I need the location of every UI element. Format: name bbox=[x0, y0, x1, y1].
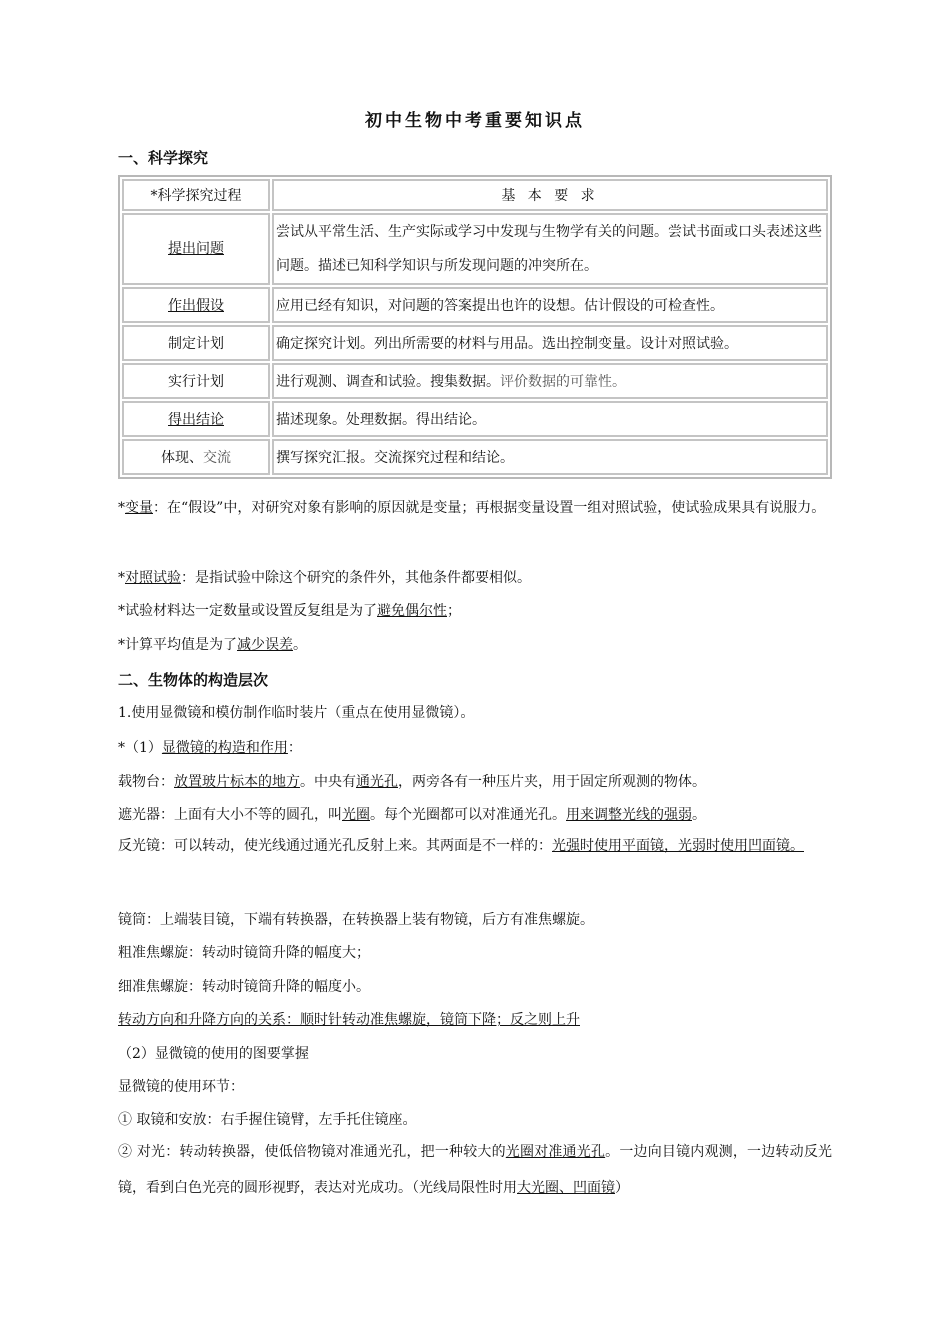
term: 放置玻片标本的地方 bbox=[174, 774, 300, 790]
fine-line: 细准焦螺旋：转动时镜筒升降的幅度小。 bbox=[118, 979, 370, 995]
step-requirement: 尝试从平常生活、生产实际或学习中发现与生物学有关的问题。尝试书面或口头表述这些问题。描述已知科学知识与所发现问题的冲突所在。 bbox=[272, 213, 828, 285]
mirror-line bbox=[118, 828, 832, 864]
text: 。一边向目镜内观测，一边转动反光镜，看到白色光亮的圆形视野，表达对光成功。（光线局限性时用 bbox=[118, 1144, 833, 1196]
text: ） bbox=[615, 1180, 629, 1196]
table-row bbox=[122, 439, 828, 475]
step-name: 提出问题 bbox=[168, 241, 224, 257]
note-text: *试验材料达一定数量或设置反复组是为了 bbox=[118, 603, 377, 619]
paragraph: （2）显微镜的使用的图要掌握 bbox=[118, 1046, 309, 1062]
step-requirement: 确定探究计划。列出所需要的材料与用品。选出控制变量。设计对照试验。 bbox=[272, 325, 828, 361]
requirement-text: 评价数据的可靠性。 bbox=[500, 374, 626, 390]
term: 大光圈、凹面镜 bbox=[517, 1180, 615, 1196]
table-row bbox=[122, 213, 828, 285]
note-star: * bbox=[118, 500, 125, 516]
step-name: 实行计划 bbox=[122, 363, 270, 399]
note-text: ：在“假设”中，对研究对象有影响的原因就是变量；再根据变量设置一组对照试验，使试验成果具有说服力。 bbox=[153, 500, 826, 516]
text: 载物台： bbox=[118, 774, 174, 790]
step-requirement: 描述现象。处理数据。得出结论。 bbox=[272, 401, 828, 437]
note-term: 变量 bbox=[125, 500, 153, 516]
stage-line bbox=[118, 771, 706, 791]
table-row bbox=[122, 401, 828, 437]
note-text: ； bbox=[447, 603, 461, 619]
term: 用来调整光线的强弱 bbox=[566, 807, 692, 823]
note-variable bbox=[118, 490, 832, 526]
note-average bbox=[118, 634, 307, 654]
table-row bbox=[122, 325, 828, 361]
page-title: 初中生物中考重要知识点 bbox=[365, 111, 585, 131]
step-name: 制定计划 bbox=[122, 325, 270, 361]
step-line bbox=[118, 1134, 832, 1206]
table-header-row bbox=[122, 179, 828, 211]
step-requirement: 撰写探究汇报。交流探究过程和结论。 bbox=[272, 439, 828, 475]
step-line: ① 取镜和安放：右手握住镜臂，左手托住镜座。 bbox=[118, 1112, 417, 1128]
diaphragm-line bbox=[118, 804, 706, 824]
note-repeat bbox=[118, 600, 461, 620]
note-text: ：是指试验中除这个研究的条件外，其他条件都要相似。 bbox=[181, 570, 531, 586]
step-name bbox=[122, 439, 270, 475]
paragraph-text: *（1） bbox=[118, 740, 162, 756]
text: ，两旁各有一种压片夹，用于固定所观测的物体。 bbox=[398, 774, 706, 790]
section-heading-inquiry: 一、科学探究 bbox=[118, 149, 209, 167]
note-text: 。 bbox=[293, 637, 307, 653]
text: 反光镜：可以转动，使光线通过通光孔反射上来。其两面是不一样的： bbox=[118, 838, 552, 854]
note-term: 对照试验 bbox=[125, 570, 181, 586]
table-row bbox=[122, 363, 828, 399]
step-name-text: 交流 bbox=[203, 450, 231, 466]
paragraph: 1.使用显微镜和模仿制作临时装片（重点在使用显微镜）。 bbox=[118, 705, 475, 721]
term: 光圈 bbox=[342, 807, 370, 823]
table-header-cell: *科学探究过程 bbox=[122, 179, 270, 211]
text: 。每个光圈都可以对准通光孔。 bbox=[370, 807, 566, 823]
text: 。 bbox=[692, 807, 706, 823]
note-star: * bbox=[118, 570, 125, 586]
table-row bbox=[122, 287, 828, 323]
note-control bbox=[118, 567, 531, 587]
step-name: 作出假设 bbox=[168, 298, 224, 314]
step-name-text: 体现、 bbox=[161, 450, 203, 466]
tube-line: 镜筒：上端装目镜，下端有转换器，在转换器上装有物镜，后方有准焦螺旋。 bbox=[118, 912, 594, 928]
term: 通光孔 bbox=[356, 774, 398, 790]
paragraph bbox=[118, 737, 302, 757]
step-requirement bbox=[272, 363, 828, 399]
note-term: 减少误差 bbox=[237, 637, 293, 653]
note-term: 避免偶尔性 bbox=[377, 603, 447, 619]
relation-line: 转动方向和升降方向的关系：顺时针转动准焦螺旋，镜筒下降；反之则上升 bbox=[118, 1012, 580, 1028]
requirement-text: 进行观测、调查和试验。搜集数据。 bbox=[276, 374, 500, 390]
paragraph-term: 显微镜的构造和作用 bbox=[161, 740, 288, 756]
text: 遮光器：上面有大小不等的圆孔，叫 bbox=[118, 807, 342, 823]
table-header-cell: 基 本 要 求 bbox=[272, 179, 828, 211]
section-heading-structure: 二、生物体的构造层次 bbox=[118, 671, 269, 689]
text: ② 对光：转动转换器，使低倍物镜对准通光孔，把一种较大的 bbox=[118, 1144, 506, 1160]
paragraph-text: ： bbox=[287, 740, 302, 756]
term: 光强时使用平面镜，光弱时使用凹面镜。 bbox=[552, 838, 804, 854]
step-requirement: 应用已经有知识，对问题的答案提出也许的设想。估计假设的可检查性。 bbox=[272, 287, 828, 323]
term: 光圈对准通光孔 bbox=[505, 1144, 606, 1160]
paragraph: 显微镜的使用环节： bbox=[118, 1079, 244, 1095]
text: 。中央有 bbox=[300, 774, 356, 790]
note-text: *计算平均值是为了 bbox=[118, 637, 237, 653]
step-name: 得出结论 bbox=[168, 412, 224, 428]
inquiry-table bbox=[118, 175, 832, 479]
coarse-line: 粗准焦螺旋：转动时镜筒升降的幅度大； bbox=[118, 945, 370, 961]
